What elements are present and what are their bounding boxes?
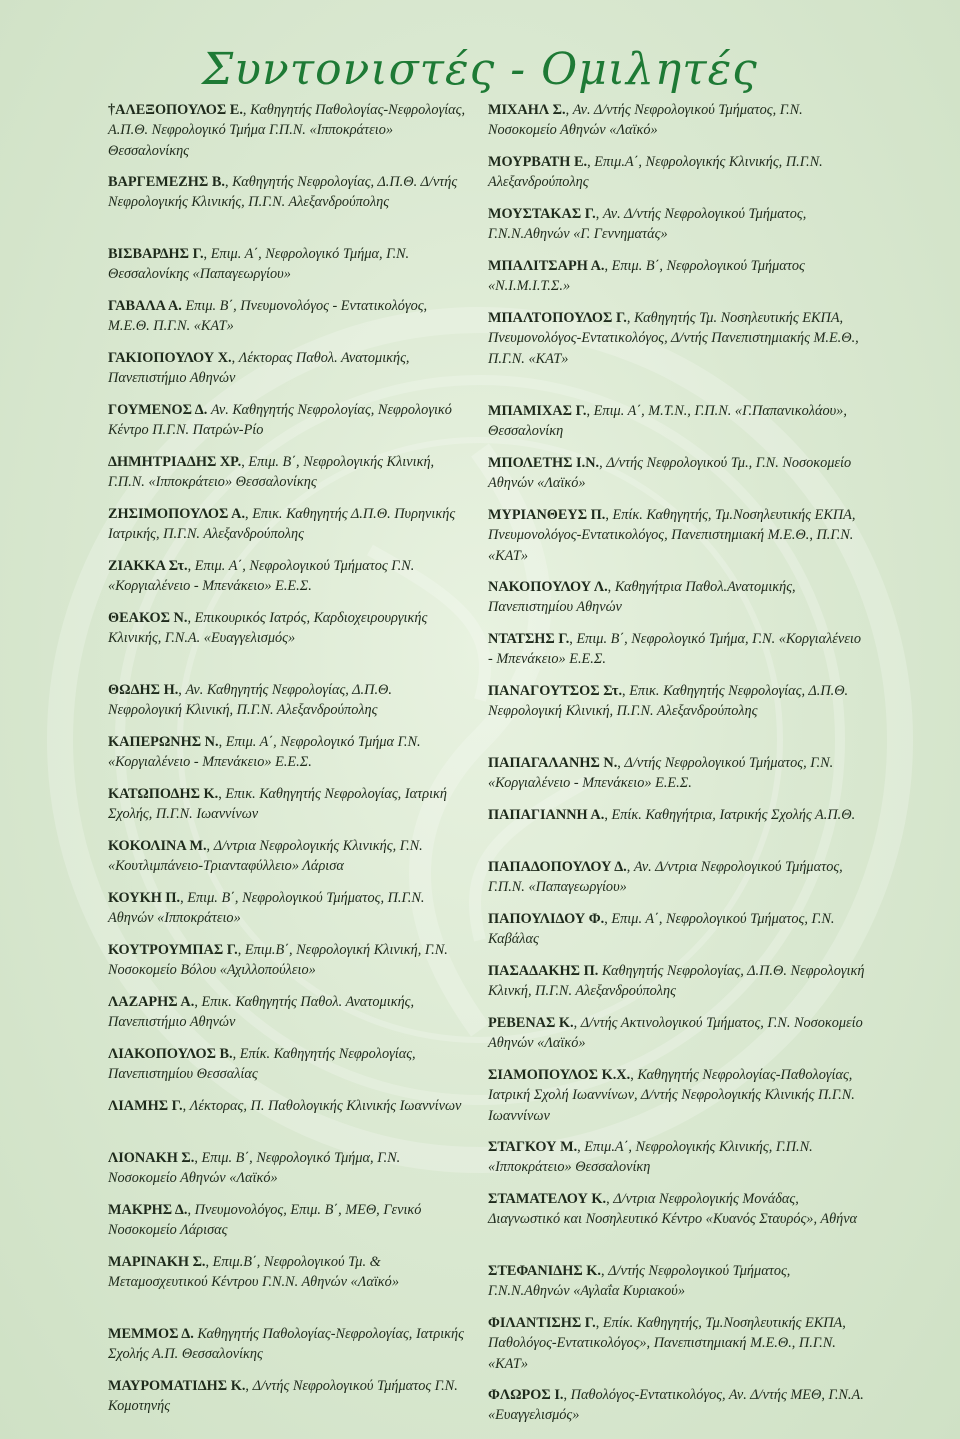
speaker-entry bbox=[108, 1376, 468, 1417]
speaker-name: ΣΙΑΜΟΠΟΥΛΟΣ Κ.Χ. bbox=[488, 1067, 631, 1083]
speaker-affiliation: Επικ. Καθηγητής Δ.Π.Θ. Πυρηνικής Ιατρικής, Π.Γ.Ν. Αλεξανδρούπολης bbox=[108, 506, 456, 543]
speaker-entry bbox=[488, 1065, 868, 1126]
separator: , bbox=[187, 1202, 195, 1218]
speaker-affiliation: Επίκ. Καθηγήτρια, Ιατρικής Σχολής Α.Π.Θ. bbox=[611, 807, 856, 823]
separator: , bbox=[573, 1015, 581, 1031]
speaker-name: ΜΟΥΣΤΑΚΑΣ Γ. bbox=[488, 206, 596, 222]
speaker-entry bbox=[108, 784, 468, 825]
separator: , bbox=[203, 246, 211, 262]
separator: , bbox=[565, 102, 573, 118]
speaker-entry bbox=[488, 1013, 868, 1054]
speaker-entry bbox=[108, 1044, 468, 1085]
speaker-entry bbox=[108, 940, 468, 981]
speaker-affiliation: Επιμ.Β΄, Νεφρολογικού Τμ. & Μεταμοσχευτικού Κέντρου Γ.Ν.Ν. Αθηνών «Λαϊκό» bbox=[108, 1254, 399, 1291]
speaker-name: ΒΙΣΒΑΡΔΗΣ Γ. bbox=[108, 246, 204, 262]
separator: , bbox=[587, 154, 595, 170]
speaker-entry bbox=[108, 172, 468, 233]
separator: , bbox=[595, 206, 603, 222]
speaker-entry bbox=[488, 753, 868, 794]
speaker-name: ΜΕΜΜΟΣ Δ. bbox=[108, 1326, 194, 1342]
right-column bbox=[488, 100, 868, 1426]
speaker-entry bbox=[108, 1148, 468, 1189]
speaker-affiliation: Επιμ. Α΄, Νεφρολογικού Τμήματος Γ.Ν. «Κοργιαλένειο - Μπενάκειο» Ε.Ε.Σ. bbox=[108, 558, 415, 595]
separator: , bbox=[194, 1150, 202, 1166]
speaker-entry bbox=[488, 401, 868, 442]
speaker-name: ΛΙΟΝΑΚΗ Σ. bbox=[108, 1150, 195, 1166]
separator: , bbox=[194, 994, 202, 1010]
speaker-affiliation: Αν. Καθηγητής Νεφρολογίας, Δ.Π.Θ. Νεφρολογική Κλινική, Π.Γ.Ν. Αλεξανδρούπολης bbox=[108, 682, 392, 719]
speaker-name: †ΑΛΕΞΟΠΟΥΛΟΣ Ε. bbox=[108, 102, 243, 118]
speaker-name: ΝΑΚΟΠΟΥΛΟΥ Λ. bbox=[488, 579, 608, 595]
separator: , bbox=[622, 683, 630, 699]
speaker-entry bbox=[108, 100, 468, 161]
separator: , bbox=[205, 1254, 213, 1270]
separator: , bbox=[586, 403, 594, 419]
speaker-entry bbox=[488, 1189, 868, 1250]
speaker-affiliation: Καθηγήτρια Παθολ.Ανατομικής, Πανεπιστημίου Αθηνών bbox=[488, 579, 796, 616]
speaker-affiliation: Επιμ. Β΄, Νεφρολογικό Τμήμα, Γ.Ν. Νοσοκομείο Αθηνών «Λαϊκό» bbox=[108, 1150, 401, 1187]
speaker-affiliation: Επιμ. Β΄, Νεφρολογικό Τμήμα, Γ.Ν. «Κοργιαλένειο - Μπενάκειο» Ε.Ε.Σ. bbox=[488, 631, 862, 668]
speaker-affiliation: Παθολόγος-Εντατικολόγος, Αν. Δ/ντής ΜΕΘ, Γ.Ν.Α. «Ευαγγελισμός» bbox=[488, 1387, 864, 1424]
speaker-entry bbox=[108, 244, 468, 285]
page-title: Συντονιστές - Ομιλητές bbox=[202, 44, 758, 95]
speaker-affiliation: Επιμ. Β΄, Νεφρολογικού Τμήματος, Π.Γ.Ν. Αθηνών «Ιπποκράτειο» bbox=[108, 890, 425, 927]
speaker-name: ΦΛΩΡΟΣ Ι. bbox=[488, 1387, 564, 1403]
speaker-affiliation: Επιμ. Β΄, Πνευμονολόγος - Εντατικολόγος, Μ.Ε.Θ. Π.Γ.Ν. «ΚΑΤ» bbox=[108, 298, 428, 335]
speaker-name: ΣΤΑΓΚΟΥ Μ. bbox=[488, 1139, 578, 1155]
speaker-entry bbox=[108, 732, 468, 773]
speaker-entry bbox=[488, 681, 868, 742]
speaker-affiliation: Καθηγητής Νεφρολογίας, Δ.Π.Θ. Δ/ντής Νεφρολογικής Κλινικής, Π.Γ.Ν. Αλεξανδρούπολης bbox=[108, 174, 458, 211]
separator: , bbox=[187, 558, 195, 574]
separator: , bbox=[178, 682, 186, 698]
speaker-affiliation: Καθηγητής Τμ. Νοσηλευτικής ΕΚΠΑ, Πνευμονολόγος-Εντατικολόγος, Δ/ντής Πανεπιστημιακής Μ.Ε.Θ., Π.Γ.Ν. «ΚΑΤ» bbox=[488, 310, 859, 367]
speaker-entry bbox=[108, 452, 468, 493]
speaker-name: ΛΑΖΑΡΗΣ Α. bbox=[108, 994, 195, 1010]
speaker-affiliation: Αν. Δ/ντής Νεφρολογικού Τμήματος, Γ.Ν. Νοσοκομείο Αθηνών «Λαϊκό» bbox=[488, 102, 803, 139]
separator: , bbox=[600, 1263, 609, 1279]
separator: , bbox=[626, 310, 635, 326]
speaker-name: ΠΑΠΑΔΟΠΟΥΛΟΥ Δ. bbox=[488, 859, 627, 875]
separator: , bbox=[606, 1191, 614, 1207]
speaker-name: ΜΠΟΛΕΤΗΣ Ι.Ν. bbox=[488, 455, 600, 471]
speaker-entry bbox=[488, 256, 868, 297]
separator: , bbox=[242, 102, 251, 118]
speaker-entry bbox=[488, 629, 868, 670]
speaker-affiliation: Λέκτορας Παθολ. Ανατομικής, Πανεπιστήμιο Αθηνών bbox=[108, 350, 410, 387]
speaker-entry bbox=[488, 1313, 868, 1374]
speaker-entry bbox=[488, 1261, 868, 1302]
speaker-name: ΛΙΑΚΟΠΟΥΛΟΣ Β. bbox=[108, 1046, 233, 1062]
separator: , bbox=[626, 859, 634, 875]
separator: , bbox=[232, 1046, 240, 1062]
speaker-entry bbox=[488, 577, 868, 618]
speaker-affiliation: Επιμ.Α΄, Νεφρολογικής Κλινικής, Γ.Π.Ν. «Ιπποκράτειο» Θεσσαλονίκη bbox=[488, 1139, 813, 1176]
speaker-affiliation: Λέκτορας, Π. Παθολογικής Κλινικής Ιωαννίνων bbox=[189, 1098, 462, 1114]
speaker-entry bbox=[108, 556, 468, 597]
separator: , bbox=[180, 890, 188, 906]
speaker-entry bbox=[108, 296, 468, 337]
speaker-affiliation: Καθηγητής Νεφρολογίας, Δ.Π.Θ. Νεφρολογική Κλινκή, Π.Γ.Ν. Αλεξανδρούπολης bbox=[488, 963, 865, 1000]
speaker-entry bbox=[488, 152, 868, 193]
speaker-entry bbox=[488, 505, 868, 566]
speaker-name: ΚΑΠΕΡΩΝΗΣ Ν. bbox=[108, 734, 219, 750]
speaker-name: ΜΠΑΛΤΟΠΟΥΛΟΣ Γ. bbox=[488, 310, 627, 326]
separator: , bbox=[224, 174, 233, 190]
speaker-affiliation: Επιμ. Α΄, Νεφρολογικού Τμήματος, Γ.Ν. Καβάλας bbox=[488, 911, 835, 948]
speaker-name: ΖΙΑΚΚΑ Στ. bbox=[108, 558, 188, 574]
speaker-entry bbox=[108, 680, 468, 721]
speaker-entry bbox=[108, 992, 468, 1033]
speaker-name: ΘΩΔΗΣ Η. bbox=[108, 682, 179, 698]
separator: , bbox=[245, 1378, 253, 1394]
speaker-name: ΠΑΠΟΥΛΙΔΟΥ Φ. bbox=[488, 911, 605, 927]
separator: , bbox=[604, 807, 612, 823]
speaker-entry bbox=[108, 836, 468, 877]
speaker-name: ΒΑΡΓΕΜΕΖΗΣ Β. bbox=[108, 174, 225, 190]
speaker-name: ΚΑΤΩΠΟΔΗΣ Κ. bbox=[108, 786, 219, 802]
speaker-name: ΜΥΡΙΑΝΘΕΥΣ Π. bbox=[488, 507, 606, 523]
speaker-affiliation: Επίκ. Καθηγητής, Τμ.Νοσηλευτικής ΕΚΠΑ, Πνευμονολόγος-Εντατικολόγος, Πανεπιστημιακή Μ.Ε.Θ., Π.Γ.Ν. «ΚΑΤ» bbox=[488, 507, 856, 564]
separator: , bbox=[237, 942, 245, 958]
speaker-name: ΣΤΕΦΑΝΙΔΗΣ Κ. bbox=[488, 1263, 601, 1279]
speaker-affiliation: Επικ. Καθηγητής Νεφρολογίας, Δ.Π.Θ. Νεφρολογική Κλινική, Π.Γ.Ν. Αλεξανδρούπολης bbox=[488, 683, 849, 720]
speaker-entry bbox=[488, 805, 868, 846]
speaker-name: ΝΤΑΤΣΗΣ Γ. bbox=[488, 631, 570, 647]
speaker-affiliation: Δ/ντρια Νεφρολογικής Μονάδας, Διαγνωστικό και Νοσηλευτικό Κέντρο «Κυανός Σταυρός», Αθήνα bbox=[488, 1191, 858, 1228]
separator: , bbox=[604, 911, 612, 927]
speaker-name: ΦΙΛΑΝΤΙΣΗΣ Γ. bbox=[488, 1315, 596, 1331]
speaker-entry bbox=[108, 608, 468, 669]
speaker-affiliation: Καθηγητής Παθολογίας-Νεφρολογίας, Α.Π.Θ. Νεφρολογικό Τμήμα Γ.Π.Ν. «Ιπποκράτειο» Θεσσαλονίκης bbox=[108, 102, 466, 159]
separator: , bbox=[182, 1098, 190, 1114]
speaker-affiliation: Επίκ. Καθηγητής, Τμ.Νοσηλευτικής ΕΚΠΑ, Παθολόγος-Εντατικολόγος», Πανεπιστημιακή Μ.Ε.Θ., Π.Γ.Ν. «ΚΑΤ» bbox=[488, 1315, 846, 1372]
separator: , bbox=[630, 1067, 638, 1083]
speaker-entry bbox=[108, 348, 468, 389]
speaker-entry bbox=[488, 909, 868, 950]
speaker-name: ΖΗΣΙΜΟΠΟΥΛΟΣ Α. bbox=[108, 506, 246, 522]
separator: , bbox=[231, 350, 239, 366]
speaker-entry bbox=[108, 888, 468, 929]
speaker-entry bbox=[488, 961, 868, 1002]
speaker-affiliation: Καθηγητής Νεφρολογίας-Παθολογίας, Ιατρική Σχολή Ιωαννίνων, Δ/ντής Νεφρολογικής Κλινικής Π.Γ.Ν. Ιωαννίνων bbox=[488, 1067, 855, 1124]
speaker-name: ΜΑΡΙΝΑΚΗ Σ. bbox=[108, 1254, 206, 1270]
separator: , bbox=[187, 610, 195, 626]
speaker-affiliation: Επιμ. Β΄, Νεφρολογικής Κλινική, Γ.Π.Ν. «Ιπποκράτειο» Θεσσαλονίκης bbox=[108, 454, 435, 491]
speaker-entry bbox=[488, 308, 868, 390]
speaker-entry bbox=[108, 1200, 468, 1241]
speaker-affiliation: Αν. Καθηγητής Νεφρολογίας, Νεφρολογικό Κέντρο Π.Γ.Ν. Πατρών-Ρίο bbox=[108, 402, 452, 439]
left-column bbox=[108, 100, 468, 1417]
speaker-affiliation: Επικ. Καθηγητής Νεφρολογίας, Ιατρική Σχολής, Π.Γ.Ν. Ιωαννίνων bbox=[108, 786, 448, 823]
speaker-name: ΠΑΝΑΓΟΥΤΣΟΣ Στ. bbox=[488, 683, 623, 699]
speaker-entry bbox=[108, 1096, 468, 1137]
separator: , bbox=[218, 734, 226, 750]
speaker-affiliation: Επικουρικός Ιατρός, Καρδιοχειρουργικής Κλινικής, Γ.Ν.Α. «Ευαγγελισμός» bbox=[108, 610, 428, 647]
speaker-entry bbox=[488, 453, 868, 494]
separator: , bbox=[218, 786, 226, 802]
separator: , bbox=[569, 631, 577, 647]
speaker-affiliation: Επικ. Καθηγητής Παθολ. Ανατομικής, Πανεπιστήμιο Αθηνών bbox=[108, 994, 415, 1031]
speaker-name: ΜΙΧΑΗΛ Σ. bbox=[488, 102, 566, 118]
speaker-name: ΠΑΠΑΓΙΑΝΝΗ Α. bbox=[488, 807, 605, 823]
speaker-name: ΠΑΣΑΔΑΚΗΣ Π. bbox=[488, 963, 599, 979]
separator: , bbox=[206, 838, 214, 854]
speaker-name: ΓΟΥΜΕΝΟΣ Δ. bbox=[108, 402, 208, 418]
speaker-entry bbox=[488, 204, 868, 245]
speaker-entry bbox=[488, 100, 868, 141]
separator: , bbox=[595, 1315, 603, 1331]
speaker-affiliation: Δ/ντής Νεφρολογικού Τμήματος Γ.Ν. Κομοτηνής bbox=[108, 1378, 458, 1415]
separator: , bbox=[617, 755, 625, 771]
speaker-affiliation: Επιμ.Α΄, Νεφρολογικής Κλινικής, Π.Γ.Ν. Αλεξανδρούπολης bbox=[488, 154, 823, 191]
separator: , bbox=[577, 1139, 585, 1155]
separator: , bbox=[599, 455, 607, 471]
separator: , bbox=[605, 507, 613, 523]
separator: , bbox=[241, 454, 249, 470]
speaker-affiliation: Δ/ντής Νεφρολογικού Τμήματος, Γ.Ν. «Κοργιαλένειο - Μπενάκειο» Ε.Ε.Σ. bbox=[488, 755, 834, 792]
speaker-name: ΜΠΑΛΙΤΣΑΡΗ Α. bbox=[488, 258, 605, 274]
speaker-affiliation: Πνευμονολόγος, Επιμ. Β΄, ΜΕΘ, Γενικό Νοσοκομείο Λάρισας bbox=[108, 1202, 422, 1239]
speaker-entry bbox=[488, 1137, 868, 1178]
speaker-affiliation: Δ/ντρια Νεφρολογικής Κλινικής, Γ.Ν. «Κουτλιμπάνειο-Τριανταφύλλειο» Λάρισα bbox=[108, 838, 423, 875]
speaker-affiliation: Αν. Δ/ντής Νεφρολογικού Τμήματος, Γ.Ν.Ν.Αθηνών «Γ. Γεννηματάς» bbox=[488, 206, 807, 243]
speaker-affiliation: Επιμ. Α΄, Νεφρολογικό Τμήμα, Γ.Ν. Θεσσαλονίκης «Παπαγεωργίου» bbox=[108, 246, 410, 283]
speaker-name: ΘΕΑΚΟΣ Ν. bbox=[108, 610, 188, 626]
speaker-affiliation: Επιμ. Α΄, Μ.Τ.Ν., Γ.Π.Ν. «Γ.Παπανικολάου», Θεσσαλονίκη bbox=[488, 403, 847, 440]
speaker-name: ΓΑΒΑΛΑ Α. bbox=[108, 298, 182, 314]
speaker-name: ΚΟΥΚΗ Π. bbox=[108, 890, 181, 906]
speaker-name: ΜΑΥΡΟΜΑΤΙΔΗΣ Κ. bbox=[108, 1378, 246, 1394]
separator: , bbox=[607, 579, 615, 595]
speaker-name: ΡΕΒΕΝΑΣ Κ. bbox=[488, 1015, 574, 1031]
speaker-entry bbox=[108, 1252, 468, 1313]
speaker-affiliation: Δ/ντής Ακτινολογικού Τμήματος, Γ.Ν. Νοσοκομείο Αθηνών «Λαϊκό» bbox=[488, 1015, 863, 1052]
speaker-entry bbox=[108, 504, 468, 545]
speaker-name: ΛΙΑΜΗΣ Γ. bbox=[108, 1098, 183, 1114]
speaker-entry bbox=[108, 400, 468, 441]
speaker-affiliation: Καθηγητής Παθολογίας-Νεφρολογίας, Ιατρικής Σχολής Α.Π. Θεσσαλονίκης bbox=[108, 1326, 464, 1363]
speaker-affiliation: Αν. Δ/ντρια Νεφρολογικού Τμήματος, Γ.Π.Ν. «Παπαγεωργίου» bbox=[488, 859, 843, 896]
speaker-name: ΣΤΑΜΑΤΕΛΟΥ Κ. bbox=[488, 1191, 607, 1207]
speaker-name: ΚΟΚΟΛΙΝΑ Μ. bbox=[108, 838, 207, 854]
speaker-affiliation: Επιμ.Β΄, Νεφρολογική Κλινική, Γ.Ν. Νοσοκομείο Βόλου «Αχιλλοπούλειο» bbox=[108, 942, 448, 979]
speaker-name: ΓΑΚΙΟΠΟΥΛΟΥ Χ. bbox=[108, 350, 232, 366]
speaker-name: ΔΗΜΗΤΡΙΑΔΗΣ ΧΡ. bbox=[108, 454, 242, 470]
separator: , bbox=[245, 506, 253, 522]
speaker-name: ΜΟΥΡΒΑΤΗ Ε. bbox=[488, 154, 588, 170]
speaker-name: ΚΟΥΤΡΟΥΜΠΑΣ Γ. bbox=[108, 942, 238, 958]
speaker-affiliation: Δ/ντής Νεφρολογικού Τμήματος, Γ.Ν.Ν.Αθηνών «Αγλαΐα Κυριακού» bbox=[488, 1263, 791, 1300]
separator: , bbox=[604, 258, 612, 274]
speaker-name: ΜΠΑΜΙΧΑΣ Γ. bbox=[488, 403, 587, 419]
speaker-entry bbox=[108, 1324, 468, 1365]
speaker-entry bbox=[488, 857, 868, 898]
speaker-affiliation: Επιμ. Α΄, Νεφρολογικό Τμήμα Γ.Ν. «Κοργιαλένειο - Μπενάκειο» Ε.Ε.Σ. bbox=[108, 734, 421, 771]
speaker-name: ΜΑΚΡΗΣ Δ. bbox=[108, 1202, 188, 1218]
speaker-entry bbox=[488, 1385, 868, 1426]
speaker-affiliation: Επιμ. Β΄, Νεφρολογικού Τμήματος «Ν.Ι.Μ.Ι.Τ.Σ.» bbox=[488, 258, 805, 295]
separator: , bbox=[563, 1387, 571, 1403]
speaker-affiliation: Επίκ. Καθηγητής Νεφρολογίας, Πανεπιστημίου Θεσσαλίας bbox=[108, 1046, 416, 1083]
speaker-affiliation: Δ/ντής Νεφρολογικού Τμ., Γ.Ν. Νοσοκομείο Αθηνών «Λαϊκό» bbox=[488, 455, 852, 492]
speaker-name: ΠΑΠΑΓΑΛΑΝΗΣ Ν. bbox=[488, 755, 618, 771]
